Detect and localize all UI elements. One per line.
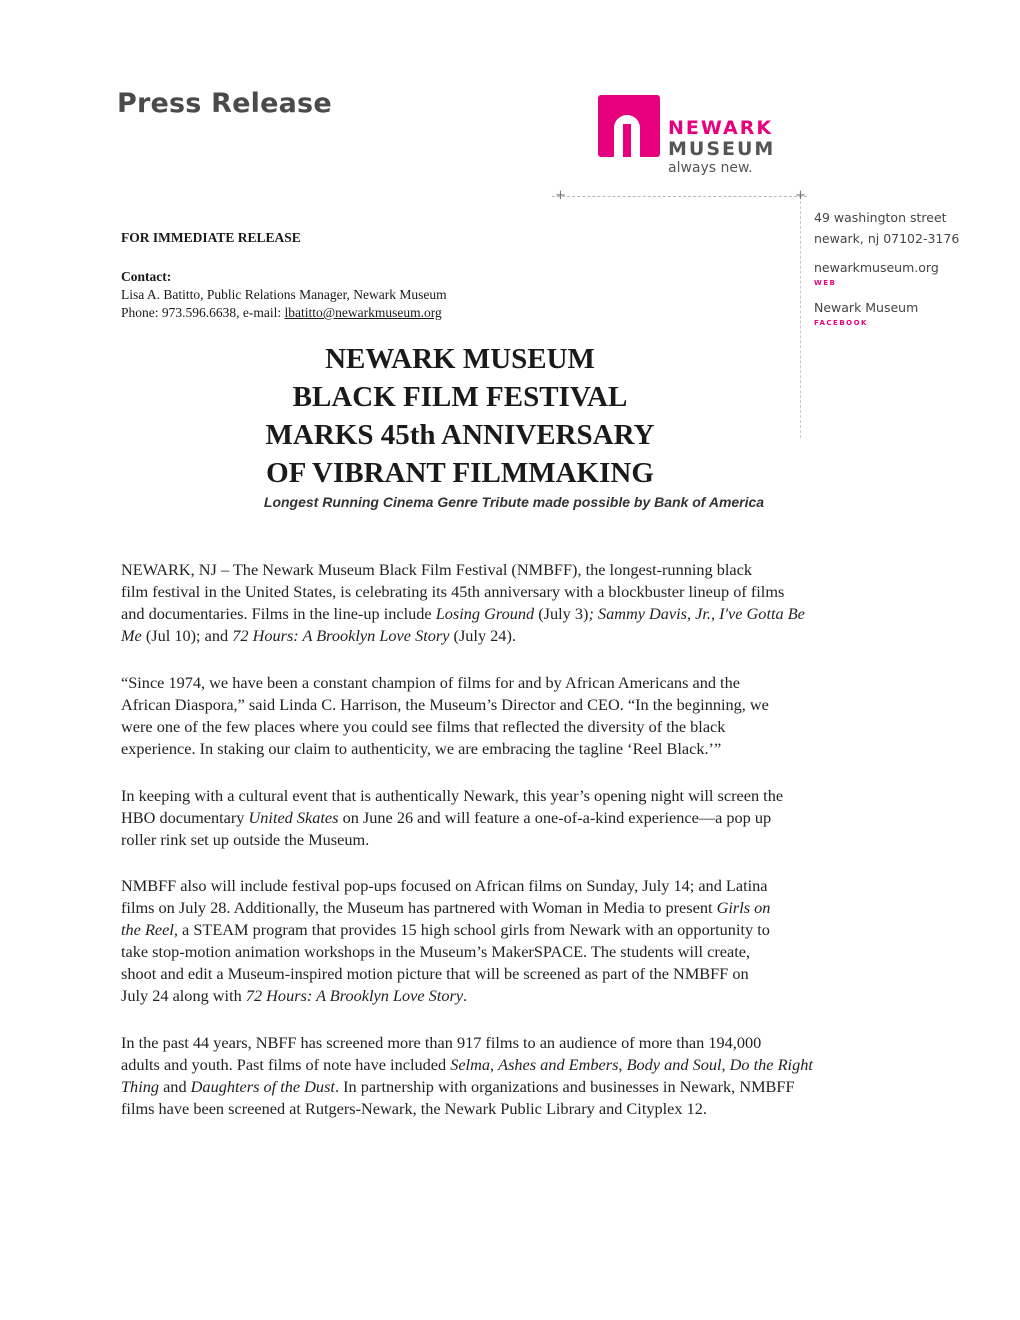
newark-museum-logo-icon xyxy=(598,95,660,157)
address-street: 49 washington street xyxy=(814,210,947,225)
contact-phone: Phone: 973.596.6638, e-mail: lbatitto@newarkmuseum.org xyxy=(121,305,442,320)
crosshair-icon: + xyxy=(795,188,806,203)
contact-label: Contact: xyxy=(121,269,172,284)
dashed-divider-horizontal xyxy=(552,196,807,197)
logo-name-line2: MUSEUM xyxy=(668,138,776,160)
page-title: NEWARK MUSEUM BLACK FILM FESTIVAL MARKS 45th ANNIVERSARY OF VIBRANT FILMMAKING xyxy=(265,343,655,489)
paragraph-popups: NMBFF also will include festival pop-ups focused on African films on Sunday, July 14; and Latina films on July 28. Additionally, the Museum has partnered with Woman in Media to present Girls on the Reel, a STEAM program that provides 15 high school girls from Newark with an opportunity to take stop-motion animation workshops in the Museum’s MakerSPACE. The students will create, shoot and edit a Museum-inspired motion picture that will be screened as part of the NMBFF on July 24 along with 72 Hours: A Brooklyn Love Story. xyxy=(121,876,771,1005)
website-label: WEB xyxy=(814,279,837,287)
email-link[interactable]: lbatitto@newarkmuseum.org xyxy=(284,305,442,320)
logo-name-line1: NEWARK xyxy=(668,117,774,139)
logo-tagline: always new. xyxy=(668,160,753,176)
website-link[interactable]: newarkmuseum.org xyxy=(814,260,939,275)
press-release-heading: Press Release xyxy=(117,88,332,119)
paragraph-history: In the past 44 years, NBFF has screened more than 917 films to an audience of more than 194,000 adults and youth. Past films of note have included Selma, Ashes and Embers, Body and Soul, Do the Right Thing and Daughters of the Dust. In partnership with organizations and businesses in Newark, NMBFF films have been screened at Rutgers-Newark, the Newark Public Library and Cityplex 12. xyxy=(121,1033,813,1118)
facebook-link[interactable]: Newark Museum xyxy=(814,300,919,315)
page-subtitle: Longest Running Cinema Genre Tribute made possible by Bank of America xyxy=(263,494,765,510)
facebook-label: FACEBOOK xyxy=(814,319,868,327)
address-city: newark, nj 07102-3176 xyxy=(814,231,960,246)
contact-name: Lisa A. Batitto, Public Relations Manager, Newark Museum xyxy=(121,287,447,302)
paragraph-opening-night: In keeping with a cultural event that is authentically Newark, this year’s opening night will screen the HBO documentary United Skates on June 26 and will feature a one-of-a-kind experience—a pop up roller rink set up outside the Museum. xyxy=(121,786,784,849)
dashed-divider-vertical xyxy=(800,196,801,438)
paragraph-intro: NEWARK, NJ – The Newark Museum Black Film Festival (NMBFF), the longest-running black film festival in the United States, is celebrating its 45th anniversary with a blockbuster lineup of films and documentaries. Films in the line-up include Losing Ground (July 3); Sammy Davis, Jr., I've Gotta Be Me (Jul 10); and 72 Hours: A Brooklyn Love Story (July 24). xyxy=(121,560,805,645)
paragraph-quote: “Since 1974, we have been a constant champion of films for and by African Americans and the African Diaspora,” said Linda C. Harrison, the Museum’s Director and CEO. “In the beginning, we were one of the few places where you could see films that reflected the diversity of the black experience. In staking our claim to authenticity, we are embracing the tagline ‘Reel Black.’” xyxy=(121,673,769,758)
crosshair-icon: + xyxy=(555,188,566,203)
immediate-release: FOR IMMEDIATE RELEASE xyxy=(121,230,301,245)
